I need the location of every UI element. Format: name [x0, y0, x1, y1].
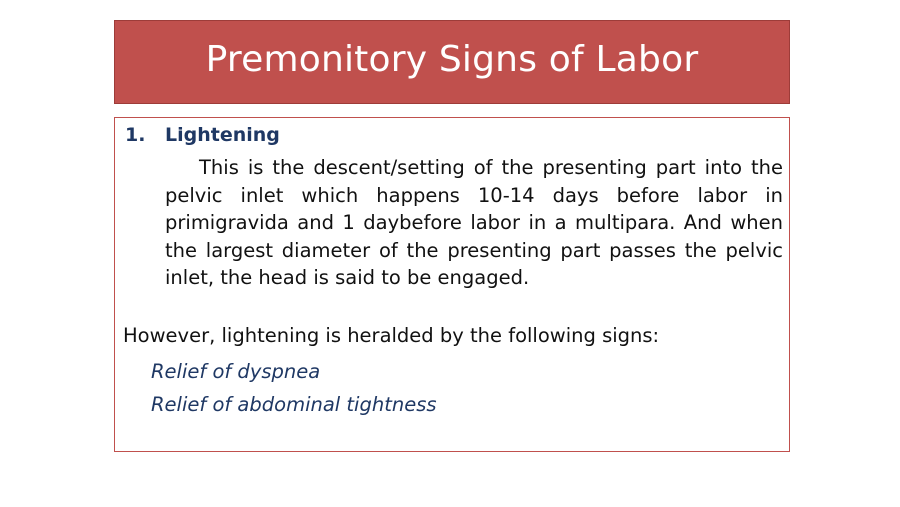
- slide-title: Premonitory Signs of Labor: [205, 38, 699, 80]
- section-heading-text: Lightening: [165, 124, 280, 146]
- section-paragraph: This is the descent/setting of the presenting part into the pelvic inlet which happens 10-14 days before labor in primigravida and 1 daybefore labor in a multipara. And when the largest diameter of the presenting part passes the pelvic inlet, the head is said to be engaged.: [165, 156, 783, 289]
- intro-line: However, lightening is heralded by the following signs:: [123, 324, 660, 347]
- sign-item: Relief of dyspnea: [151, 360, 321, 383]
- content-panel: [114, 117, 790, 452]
- sign-item: Relief of abdominal tightness: [151, 393, 437, 416]
- section-number: 1.: [125, 124, 146, 146]
- title-banner: [114, 20, 790, 104]
- section-heading: [125, 124, 280, 146]
